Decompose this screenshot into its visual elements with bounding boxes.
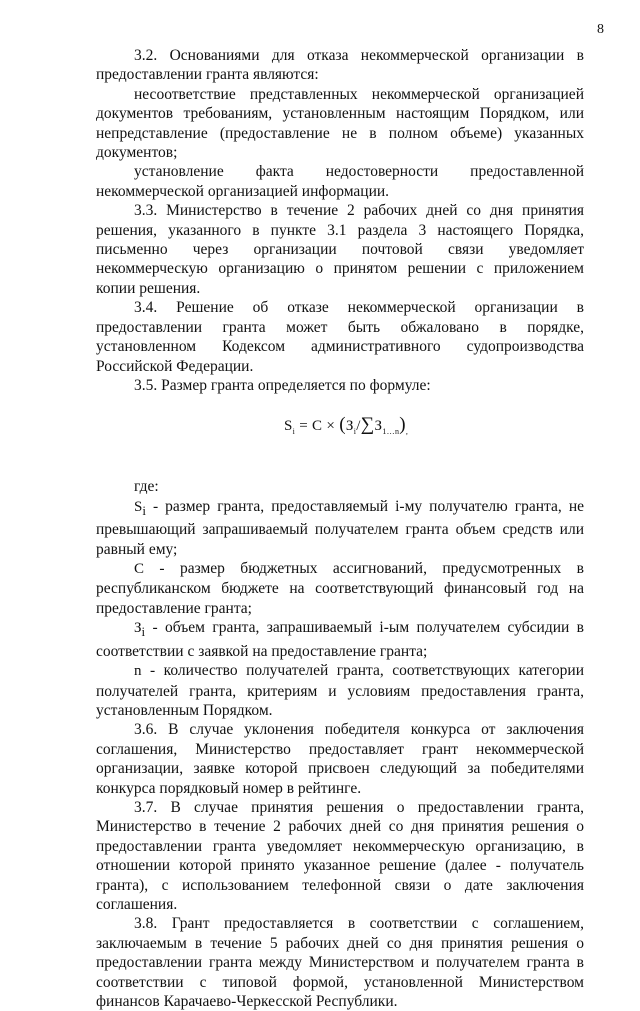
paragraph-3-7: 3.7. В случае принятия решения о предоставлении гранта, Министерство в течение 2 рабочих дней со дня принятия решения о предоставлении гранта уведомляет некоммерческую организацию, в отношении которой принято указанное решение (далее - получатель гранта), с использованием телефонной связи о дате заключения соглашения. <box>96 799 584 914</box>
definition-z-text: - объем гранта, запрашиваемый i-ым получателем субсидии в соответствии с заявкой на предоставление гранта; <box>96 619 584 660</box>
definition-s-symbol: S <box>134 498 143 515</box>
formula-sigma: ∑ <box>360 414 375 436</box>
paragraph-reason-2: установление факта недостоверности предоставленной некоммерческой организацией информации. <box>96 163 584 200</box>
paragraph-3-8: 3.8. Грант предоставляется в соответствии с соглашением, заключаемым в течение 5 рабочих дней со дня принятия решения о предоставлении гранта между Министерством и получателем гранта в соответствии с типовой формой, установленной Министерством финансов Карачаево-Черкесской Республики. <box>96 915 584 1011</box>
paragraph-reason-1: несоответствие представленных некоммерческой организацией документов требованиям, установленным настоящим Порядком, или непредставление (предоставление не в полном объеме) указанных документов; <box>96 85 584 162</box>
formula-slash: / <box>356 418 361 435</box>
definition-c <box>96 559 584 618</box>
formula-lhs: S <box>284 418 293 435</box>
paragraph-3-6: 3.6. В случае уклонения победителя конкурса от заключения соглашения, Министерство предоставляет грант некоммерческой организации, заявке которой присвоен следующий за победителями конкурса порядковый номер в рейтинге. <box>96 721 584 797</box>
definition-s-sub: i <box>142 502 146 518</box>
formula-close-paren: ) <box>399 414 406 436</box>
definition-n <box>96 661 584 720</box>
formula-z-sub: i <box>353 427 357 437</box>
document-body <box>96 46 584 1011</box>
where-label: где: <box>134 478 159 496</box>
paragraph-3-5: 3.5. Размер гранта определяется по формуле: <box>134 376 431 394</box>
definition-s <box>96 497 584 559</box>
formula-z: З <box>345 418 354 435</box>
formula-eq: = C × <box>295 418 340 435</box>
paragraph-3-3: 3.3. Министерство в течение 2 рабочих дней со дня принятия решения, указанного в пункте 3.1 раздела 3 настоящего Порядка, письменно через организации почтовой связи уведомляет некоммерческую организацию о принятом решении с приложением копии решения. <box>96 202 584 297</box>
definition-z <box>96 618 584 661</box>
definition-n-text: - количество получателей гранта, соответствующих категории получателей гранта, критериям и условиям предоставления гранта, установленным Порядком. <box>96 662 584 719</box>
formula-lhs-sub: i <box>292 427 296 437</box>
formula-open-paren: ( <box>339 414 346 436</box>
formula-trail: , <box>405 427 409 437</box>
definition-s-text: - размер гранта, предоставляемый i-му получателю гранта, не превышающий запрашиваемый получателем гранта объем средств или равный ему; <box>96 497 584 558</box>
grant-formula <box>96 405 584 449</box>
definition-z-sub: i <box>141 624 146 640</box>
definition-c-symbol: C <box>134 561 145 578</box>
formula-z2-sub: 1…n <box>382 427 400 437</box>
definition-z-symbol: З <box>134 620 142 637</box>
formula-z2: З <box>374 418 383 435</box>
paragraph-3-4: 3.4. Решение об отказе некоммерческой организации в предоставлении гранта может быть обжаловано в порядке, установленном Кодексом административного судопроизводства Российской Федерации. <box>96 299 584 375</box>
paragraph-3-2: 3.2. Основаниями для отказа некоммерческой организации в предоставлении гранта являются: <box>96 47 584 84</box>
formula-expression <box>284 415 408 441</box>
definition-n-symbol: n <box>134 663 142 680</box>
page-number: 8 <box>597 22 604 37</box>
definition-c-text: - размер бюджетных ассигнований, предусмотренных в республиканском бюджете на соответствующий финансовый год на предоставление гранта; <box>96 560 584 617</box>
